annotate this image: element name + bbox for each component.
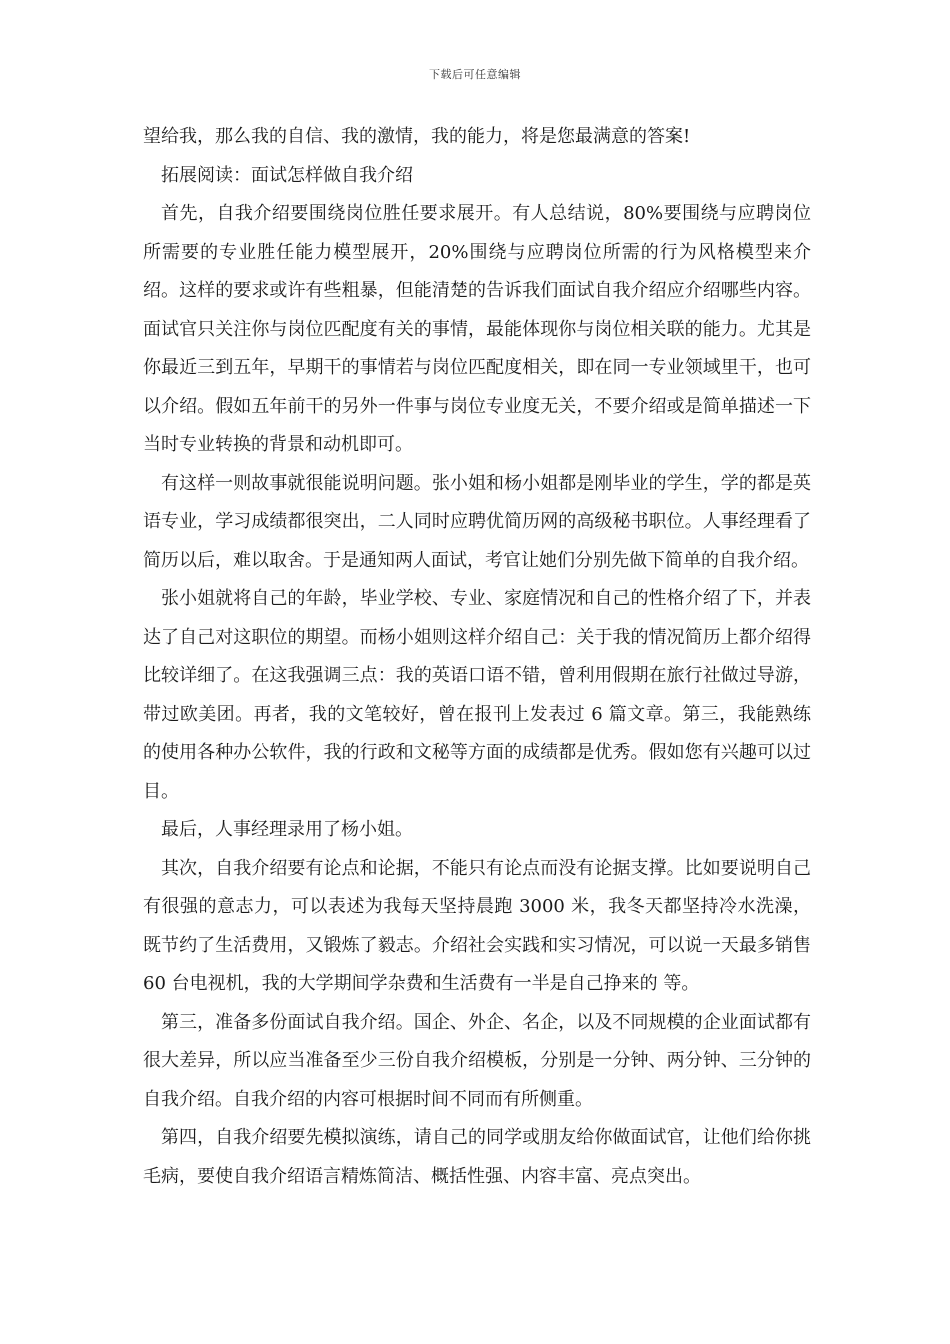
- paragraph-extended-reading-title: 拓展阅读：面试怎样做自我介绍: [161, 164, 413, 186]
- page-header-note: 下载后可任意编辑: [429, 68, 521, 81]
- paragraph-second-point: 其次，自我介绍要有论点和论据，不能只有论点而没有论据支撑。比如要说明自己有很强的意志力，可以表述为我每天坚持晨跑 3000 米，我冬天都坚持冷水洗澡，既节约了生活费用，又锻炼了毅志。介绍社会实践和实习情况，可以说一天最多销售 60 台电视机，我的大学期间学杂费和生活费有一半是自己挣来的 等。: [143, 857, 811, 994]
- paragraph-story: 有这样一则故事就很能说明问题。张小姐和杨小姐都是刚毕业的学生，学的都是英语专业，学习成绩都很突出，二人同时应聘优简历网的高级秘书职位。人事经理看了简历以后，难以取舍。于是通知两人面试，考官让她们分别先做下简单的自我介绍。: [143, 472, 811, 571]
- paragraph-first-point: 首先，自我介绍要围绕岗位胜任要求展开。有人总结说，80%要围绕与应聘岗位所需要的专业胜任能力模型展开，20%围绕与应聘岗位所需的行为风格模型来介 绍。这样的要求或许有些粗暴，但能清楚的告诉我们面试自我介绍应介绍哪些内容。面试官只关注你与岗位匹配度有关的事情，最能体现你与岗位相关联的能力。尤其是你最近三到五年，早期干的事情若与岗位匹配度相关，即在同一专业领域里干，也可以介绍。假如五年前干的另外一件事与岗位专业度无关，不要介绍或是简单描述一下当时专业转换的背景和动机即可。: [143, 203, 811, 455]
- document-body: [143, 118, 811, 1196]
- paragraph-fourth-point: 第四，自我介绍要先模拟演练，请自己的同学或朋友给你做面试官，让他们给你挑毛病，要使自我介绍语言精炼简洁、概括性强、内容丰富、亮点突出。: [143, 1127, 811, 1187]
- paragraph-closing: 望给我，那么我的自信、我的激情，我的能力，将是您最满意的答案!: [143, 126, 691, 147]
- paragraph-story-result: 最后，人事经理录用了杨小姐。: [161, 819, 413, 840]
- paragraph-third-point: 第三，准备多份面试自我介绍。国企、外企、名企，以及不同规模的企业面试都有很大差异，所以应当准备至少三份自我介绍模板，分别是一分钟、两分钟、三分钟的自我介绍。自我介绍的内容可根据时间不同而有所侧重。: [143, 1011, 811, 1110]
- paragraph-story-detail: 张小姐就将自己的年龄，毕业学校、专业、家庭情况和自己的性格介绍了下，并表达了自己对这职位的期望。而杨小姐则这样介绍自己：关于我的情况简历上都介绍得比较详细了。在这我强调三点：我的英语口语不错，曾利用假期在旅行社做过导游，带过欧美团。再者，我的文笔较好，曾在报刊上发表过 6 篇文章。第三，我能熟练的使用各种办公软件，我的行政和文秘等方面的成绩都是优秀。假如您有兴趣可以过目。: [143, 588, 811, 802]
